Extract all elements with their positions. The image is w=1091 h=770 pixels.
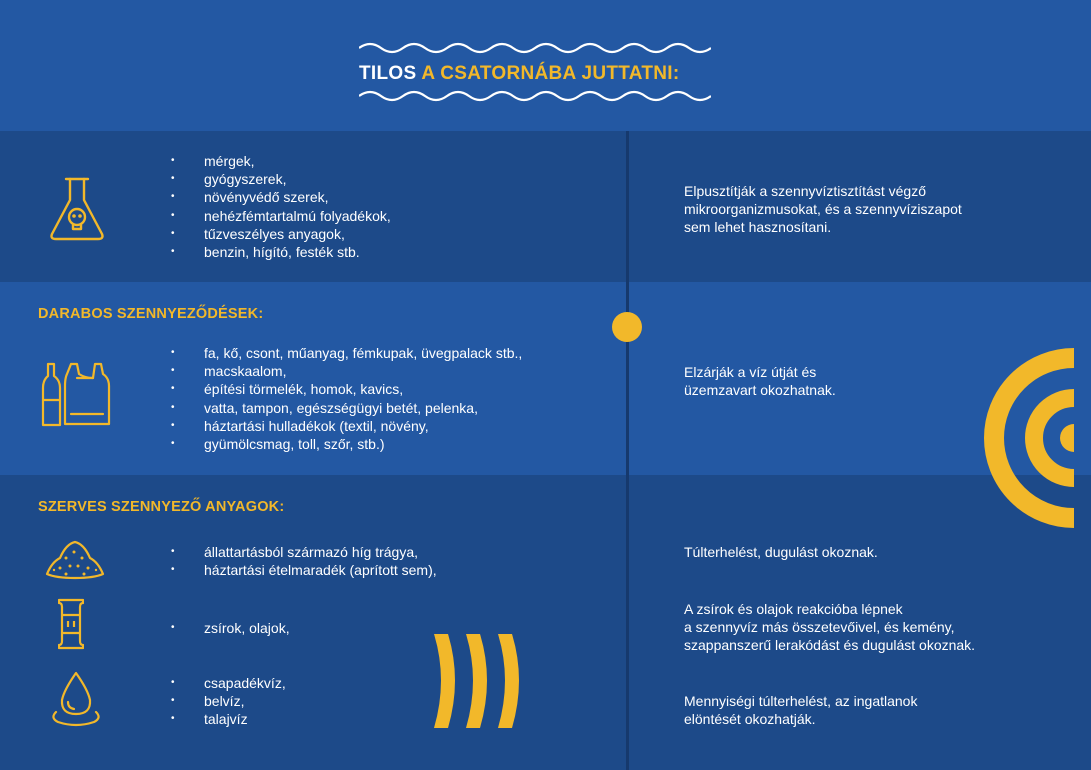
- organic-effect-2: [684, 600, 1044, 655]
- list-item: • macskaalom,: [171, 362, 522, 380]
- list-item: • mérgek,: [171, 152, 391, 170]
- effect-line: sem lehet hasznosítani.: [684, 219, 832, 236]
- list-item: • háztartási ételmaradék (aprított sem),: [171, 561, 437, 579]
- solids-list: [171, 344, 522, 453]
- organic-effect-3: [684, 692, 1044, 728]
- effect-line: Elpusztítják a szennyvíztisztítást végző: [684, 183, 926, 199]
- poisons-list: [171, 152, 391, 261]
- effect-line: szappanszerű lerakódást és dugulást okoznak.: [684, 637, 976, 654]
- poisons-effect: [684, 182, 1044, 237]
- organic-list-3: [171, 674, 286, 729]
- effect-line: A zsírok és olajok reakcióba lépnek: [684, 601, 903, 617]
- list-item: • gyümölcsmag, toll, szőr, stb.): [171, 435, 522, 453]
- barrel-icon: [58, 597, 84, 651]
- list-item: • növényvédő szerek,: [171, 188, 391, 206]
- list-item: • zsírok, olajok,: [171, 619, 290, 637]
- bottom-wave-decoration: [359, 88, 711, 104]
- page-header: [0, 0, 1091, 131]
- flask-skull-icon: [48, 176, 106, 242]
- column-divider: [626, 131, 629, 770]
- list-item: • belvíz,: [171, 692, 286, 710]
- water-drop-icon: [48, 670, 104, 728]
- list-item: • benzin, hígító, festék stb.: [171, 243, 391, 261]
- list-item: • építési törmelék, homok, kavics,: [171, 380, 522, 398]
- list-item: • állattartásból származó híg trágya,: [171, 543, 437, 561]
- list-item: • tűzveszélyes anyagok,: [171, 225, 391, 243]
- concentric-arcs-decoration: [942, 340, 1091, 535]
- heap-icon: [44, 536, 106, 580]
- list-item: • csapadékvíz,: [171, 674, 286, 692]
- organic-effect-1: [684, 543, 1044, 561]
- effect-line: Túlterhelést, dugulást okoznak.: [684, 544, 878, 560]
- effect-line: mikroorganizmusokat, és a szennyvíziszapot: [684, 201, 962, 218]
- effect-line: Mennyiségi túlterhelést, az ingatlanok: [684, 693, 918, 709]
- organic-heading: SZERVES SZENNYEZŐ ANYAGOK:: [38, 499, 285, 515]
- page-title: [359, 63, 719, 85]
- yellow-dot-decoration: [612, 312, 642, 342]
- organic-list-2: [171, 619, 290, 637]
- title-yellow-part: A CSATORNÁBA JUTTATNI:: [421, 63, 680, 84]
- list-item: • nehézfémtartalmú folyadékok,: [171, 207, 391, 225]
- solids-heading: DARABOS SZENNYEZŐDÉSEK:: [38, 306, 264, 322]
- organic-list-1: [171, 543, 437, 579]
- stripes-decoration: [428, 632, 524, 730]
- list-item: • talajvíz: [171, 710, 286, 728]
- top-wave-decoration: [359, 40, 711, 56]
- effect-line: üzemzavart okozhatnak.: [684, 382, 836, 399]
- title-white-part: TILOS: [359, 63, 417, 84]
- effect-line: Elzárják a víz útját és: [684, 364, 817, 380]
- effect-line: a szennyvíz más összetevőivel, és kemény,: [684, 619, 955, 636]
- effect-line: elöntését okozhatják.: [684, 711, 816, 728]
- list-item: • fa, kő, csont, műanyag, fémkupak, üvegpalack stb.,: [171, 344, 522, 362]
- bottle-bag-icon: [41, 362, 111, 428]
- list-item: • vatta, tampon, egészségügyi betét, pelenka,: [171, 399, 522, 417]
- list-item: • gyógyszerek,: [171, 170, 391, 188]
- list-item: • háztartási hulladékok (textil, növény,: [171, 417, 522, 435]
